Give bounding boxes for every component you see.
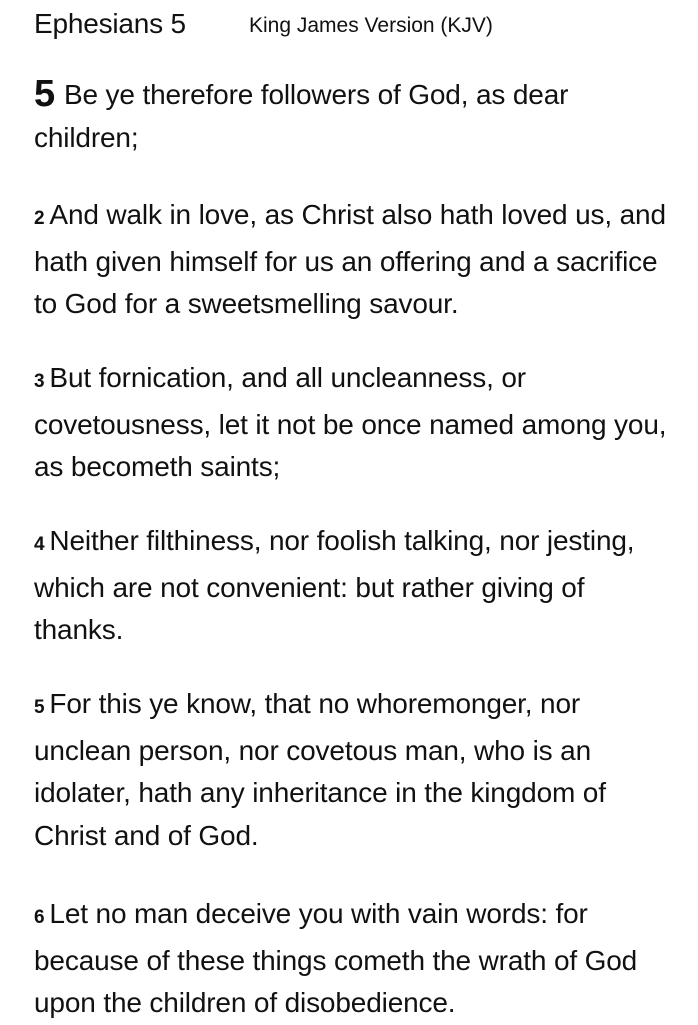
verse-text: Be ye therefore followers of God, as dear children; bbox=[34, 79, 569, 153]
verse-3 bbox=[34, 357, 674, 489]
verse-number: 3 bbox=[34, 371, 45, 392]
verse-5 bbox=[34, 683, 674, 857]
verse-number: 2 bbox=[34, 208, 45, 229]
scripture-page bbox=[34, 0, 674, 1018]
verse-number: 6 bbox=[34, 907, 45, 928]
passage-header bbox=[34, 0, 674, 60]
verse-text: For this ye know, that no whoremonger, nor unclean person, nor covetous man, who is an idolater, hath any inheritance in the kingdom of Christ and of God. bbox=[34, 688, 606, 851]
chapter-number: 5 bbox=[34, 73, 55, 115]
verse-text: And walk in love, as Christ also hath loved us, and hath given himself for us an offering and a sacrifice to God for a sweetsmelling savour. bbox=[34, 199, 666, 319]
verse-text: Let no man deceive you with vain words: for because of these things cometh the wrath of God upon the children of disobedience. bbox=[34, 898, 638, 1018]
verse-number: 4 bbox=[34, 534, 45, 555]
verse-1 bbox=[34, 73, 674, 159]
book-chapter-title: Ephesians 5 bbox=[34, 8, 186, 39]
verse-4 bbox=[34, 520, 674, 652]
verse-2 bbox=[34, 194, 674, 326]
verse-text: Neither filthiness, nor foolish talking, nor jesting, which are not convenient: but rather giving of thanks. bbox=[34, 525, 635, 645]
verse-6 bbox=[34, 893, 674, 1025]
verse-number: 5 bbox=[34, 697, 45, 718]
bible-version-label: King James Version (KJV) bbox=[249, 14, 493, 37]
verse-text: But fornication, and all uncleanness, or covetousness, let it not be once named among you, as becometh saints; bbox=[34, 362, 667, 482]
